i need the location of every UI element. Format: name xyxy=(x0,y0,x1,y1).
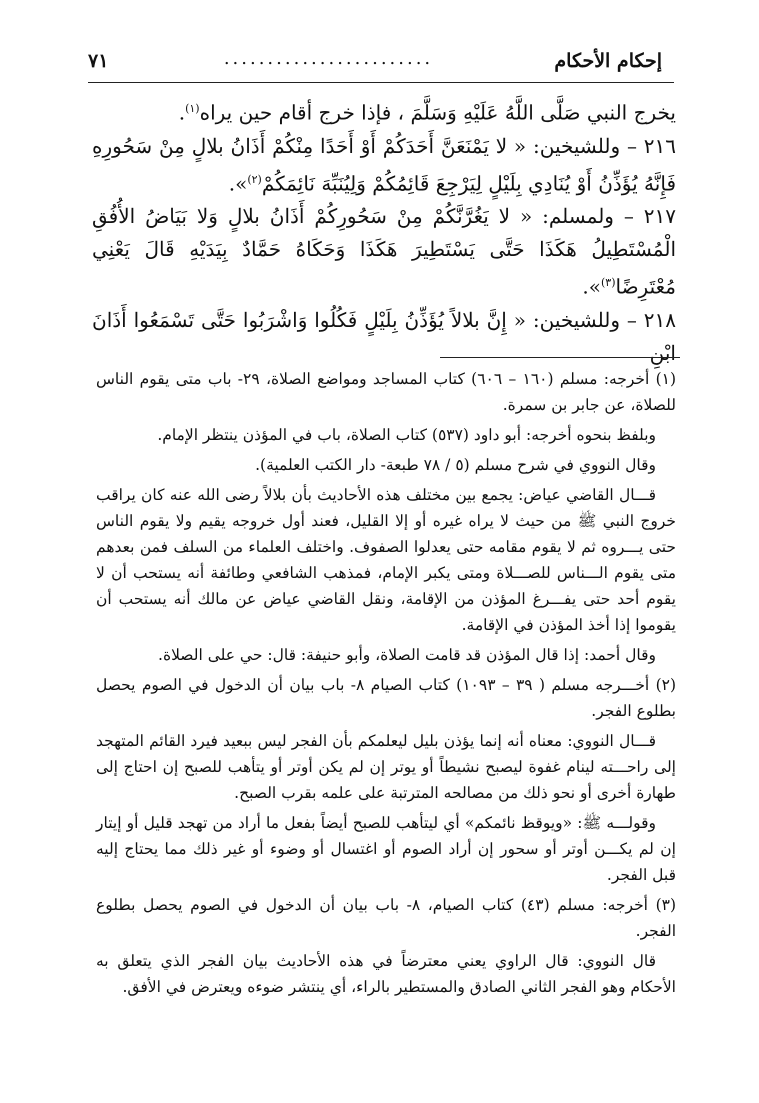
footnote-2-qawl: وقولـــه ﷺ: «ويوقظ نائمكم» أي ليتأهب للصبح أيضاً بفعل ما أراد من تهجد قليل أو إيتار إن لم يكـــن أوتر أو سحور إن أراد الصوم أو اغتسال أو وضوء أو غير ذلك مما يحتاج إليه قبل الفجر. xyxy=(96,814,676,884)
running-header xyxy=(88,42,674,83)
footnotes xyxy=(96,366,676,1004)
hadith-217: ٢١٧ – ولمسلم: « لا يَغُرَّنَّكُمْ مِنْ سَحُورِكُمْ أَذَانُ بلالٍ وَلا بَيَاضُ الأُفُقِ الْمُسْتَطِيلُ هَكَذَا حَتَّى يَسْتَطِيرَ هَكَذَا وَحَكَاهُ حَمَّادٌ بِيَدَيْهِ قَالَ يَعْنِي مُعْتَرِضًا$^{(٣)}$». xyxy=(92,204,676,299)
hadith-216: ٢١٦ – وللشيخين: « لا يَمْنَعَنَّ أَحَدَكُمْ أَوْ أَحَدًا مِنْكُمْ أَذَانُ بلالٍ مِنْ سَحُورِهِ فَإِنَّهُ يُؤَذِّنُ أَوْ يُنَادِي بِلَيْلٍ لِيَرْجِعَ قَائِمُكُمْ وَلِيُنَبِّهَ نَائِمَكُمْ$^{(٢)}$». xyxy=(92,133,676,196)
footnote-1-nawawi: وقال النووي في شرح مسلم (٥ / ٧٨ طبعة- دار الكتب العلمية). xyxy=(255,456,656,474)
main-line-intro: يخرج النبي صَلَّى اللَّهُ عَلَيْهِ وَسَلَّمَ ، فإذا خرج أقام حين يراه$^{(١)}$. xyxy=(178,100,676,125)
footnote-1: (١) أخرجه: مسلم (١٦٠ – ٦٠٦) كتاب المساجد ومواضع الصلاة، ٢٩- باب متى يقوم الناس للصلاة، عن جابر بن سمرة. xyxy=(96,370,677,414)
header-leader-dots: ........................ xyxy=(223,48,434,69)
page-number: ٧١ xyxy=(88,50,109,72)
hadith-218: ٢١٨ – وللشيخين: « إِنَّ بلالاً يُؤَذِّنُ بِلَيْلٍ فَكُلُوا وَاشْرَبُوا حَتَّى تَسْمَعُوا أَذَانَ ابْنِ xyxy=(92,307,676,365)
footnote-1-abudawud: وبلفظ بنحوه أخرجه: أبو داود (٥٣٧) كتاب الصلاة، باب في المؤذن ينتظر الإمام. xyxy=(157,426,656,444)
footnote-2: (٢) أخـــرجه مسلم ( ٣٩ – ١٠٩٣) كتاب الصيام ٨- باب بيان أن الدخول في الصوم يحصل بطلوع الفجر. xyxy=(96,676,677,720)
footnote-1-iyad: قـــال القاضي عياض: يجمع بين مختلف هذه الأحاديث بأن بلالاً رضى الله عنه كان يراقب خروج النبي ﷺ من حيث لا يراه غيره أو إلا القليل، فعند أول خروجه يقيم ولا يقوم الناس حتى يـــروه ثم لا يقوم مقامه حتى يعدلوا الصفوف. واختلف العلماء من السلف فمن بعدهم متى يقوم الـــناس للصـــلاة ومتى يكبر الإمام، فمذهب الشافعي وطائفة أنه يستحب أن لا يقوم أحد حتى يفـــرغ المؤذن من الإقامة، ونقل القاضي عياض عن مالك أنه يستحب أن يقوموا إذا أخذ المؤذن في الإقامة. xyxy=(96,486,676,634)
running-title: إحكام الأحكام xyxy=(554,50,662,72)
footnote-1-ahmad: وقال أحمد: إذا قال المؤذن قد قامت الصلاة، وأبو حنيفة: قال: حي على الصلاة. xyxy=(158,646,656,664)
footnote-marker-2: (٢) xyxy=(247,172,262,186)
footnote-3-nawawi: قال النووي: قال الراوي يعني معترضاً في هذه الأحاديث بيان الفجر الذي يتعلق به الأحكام وهو الفجر الثاني الصادق والمستطير بالراء، أي ينتشر ضوءه ويعترض في الأفق. xyxy=(96,952,676,996)
footnote-2-nawawi: قـــال النووي: معناه أنه إنما يؤذن بليل ليعلمكم بأن الفجر ليس ببعيد فيرد القائم المتهجد إلى راحـــته لينام غفوة ليصبح نشيطاً أو يوتر إن لم يكن أوتر أو يتأهب للصبح إن احتاج إلى طهارة أخرى أو نحو ذلك من مصالحه المترتبة على علمه بقرب الصبح. xyxy=(96,732,676,802)
footnote-marker-3: (٣) xyxy=(600,276,616,290)
footnote-separator xyxy=(440,357,680,358)
footnote-3: (٣) أخرجه: مسلم (٤٣) كتاب الصيام، ٨- باب بيان أن الدخول في الصوم يحصل بطلوع الفجر. xyxy=(96,896,677,940)
main-text xyxy=(92,92,676,370)
footnote-marker-1: (١) xyxy=(185,102,200,115)
